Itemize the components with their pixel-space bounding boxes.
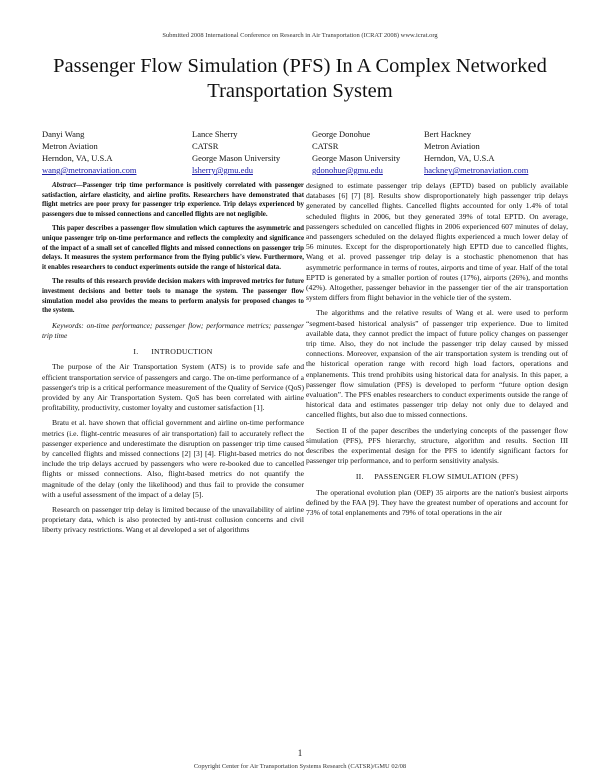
- section-heading-pfs: II. PASSENGER FLOW SIMULATION (PFS): [355, 472, 519, 482]
- body-paragraph: Bratu et al. have shown that official government and airline on-time performance metrics (i.e. flight-centric measures of air transportation) fail to accurately reflect the passenger experience and underestimate the disruption on passenger trip time caused by cancelled flights and missed connections [2] [3] [4]. Flight-based metrics do not include the trip delays accrued by passengers who were re-booked due to cancelled flights or missed connections. Also, flight-based metrics do not quantify the magnitude of the delay (only the likelihood) and thus fail to provide the consumer with a useful assessment of the impact of a delay [5].: [42, 418, 304, 499]
- abstract-paragraph: [42, 181, 304, 219]
- conference-note: Submitted 2008 International Conference on Research in Air Transportation (ICRAT 2008) www.icrat.org: [162, 32, 438, 39]
- author-name: Danyi Wang: [42, 129, 85, 139]
- paper-title: Passenger Flow Simulation (PFS) In A Complex Networked Transportation System: [53, 55, 547, 102]
- body-paragraph: Section II of the paper describes the underlying concepts of the passenger flow simulation (PFS), PFS hierarchy, structure, algorithm and results. Section III describes the experimental design for the PFS to identify significant factors for passenger trip performance, and to perform sensitivity analysis.: [306, 425, 568, 466]
- keywords: Keywords: on-time performance; passenger flow; performance metrics; passenger trip time: [42, 320, 304, 340]
- author-email-link[interactable]: lsherry@gmu.edu: [192, 165, 253, 175]
- author-affiliation: Metron Aviation: [42, 141, 98, 151]
- author-affiliation: Metron Aviation: [424, 141, 480, 151]
- author-1: [42, 128, 136, 176]
- section-heading-introduction: I. INTRODUCTION: [133, 347, 213, 357]
- author-4: [424, 128, 528, 176]
- body-paragraph: Research on passenger trip delay is limited because of the unavailability of airline proprietary data, which is also protected by anti-trust collusion concerns and civil liberty privacy restrictions. Wang et al developed a set of algorithms: [42, 504, 304, 535]
- author-affiliation: CATSR: [192, 141, 219, 151]
- author-block: [42, 128, 562, 178]
- author-location: George Mason University: [312, 153, 401, 163]
- author-email-link[interactable]: wang@metronaviation.com: [42, 165, 137, 175]
- author-2: [192, 128, 280, 176]
- body-paragraph: The purpose of the Air Transportation System (ATS) is to provide safe and efficient transportation service of passengers and cargo. The on-time performance of a passenger's trip is a critical performance measurement of the Quality of Service (QoS) provided by any Air Transportation System. QoS has been correlated with airline profitability, productivity, customer loyalty and customer satisfaction [1].: [42, 362, 304, 413]
- abstract-text: Passenger trip time performance is positively correlated with passenger satisfaction, airfare elasticity, and airline profits. Researchers have demonstrated that flight metrics are poor proxy for passenger trip experience. Trip delays experienced by passengers due to missed connections and cancelled flights are not negligible.: [42, 182, 304, 218]
- author-location: Herndon, VA, U.S.A: [42, 153, 113, 163]
- abstract-label: Abstract—: [52, 182, 83, 189]
- right-column: [306, 181, 568, 523]
- author-email-link[interactable]: hackney@metronaviation.com: [424, 165, 529, 175]
- author-location: Herndon, VA, U.S.A: [424, 153, 495, 163]
- body-paragraph: The algorithms and the relative results of Wang et al. were used to perform “segment-based historical analysis” of passenger trip experience. Due to limited available data, they cannot predict the impact of future policy changes on passenger trip time. Also, they do not include the passenger trip delay caused by missed connections. Moreover, expansion of the air transportation system is trending out of the historical operation range with record high load factors, operations and enplanements. This trend prohibits using historical data for analysis. In this paper, a passenger flow simulation (PFS) is developed to perform “future option design evaluation”. The PFS enables researchers to conduct experiments outside the range of historical data and estimates passenger trip delay not only due to delayed and cancelled flights, but also due to missed connections.: [306, 308, 568, 420]
- author-location: George Mason University: [192, 153, 281, 163]
- abstract-paragraph: This paper describes a passenger flow simulation which captures the asymmetric and unique passenger trip on-time performance and reflects the complexity and significance of the impact of a small set of cancelled flights and missed connections on passenger trip delays. It measures the system performance from the flying public's view. Furthermore, it enables researchers to conduct experiments outside the range of historical data.: [42, 225, 304, 271]
- body-paragraph: The operational evolution plan (OEP) 35 airports are the nation's busiest airports defined by the FAA [9]. They have the greatest number of operations and account for 73% of total enplanements and 79% of total operations in the air: [306, 487, 568, 518]
- author-name: Lance Sherry: [192, 129, 238, 139]
- author-name: George Donohue: [312, 129, 371, 139]
- page-number: 1: [297, 748, 303, 758]
- body-paragraph: designed to estimate passenger trip delays (EPTD) based on publicly available databases [6] [7] [8]. Results show disproportionately high passenger trip delays generated by cancelled flights. Cancelled flights accounted for only 1.4% of total scheduled flights in 2006, but they generated 39% of total EPTD. On average, passengers scheduled on cancelled flights in 2006 experienced 607 minutes of delay, and passengers scheduled on the delayed flights experienced a much lower delay of 56 minutes. Except for the disproportionately high EPTD due to cancelled flights, Wang et al. proved passenger trip delay is a stochastic phenomenon that has asymmetric performance in terms of routes, airports and time of year. Half of the total EPTD is generated by a smaller portion of routes (17%), airports (26%), and months (42%). Altogether, passenger behavior in the passenger tier of the air transportation system differs from flight behavior in the vehicle tier of the system.: [306, 181, 568, 303]
- left-column: [42, 181, 304, 541]
- author-3: [312, 128, 400, 176]
- copyright-footer: Copyright Center for Air Transportation Systems Research (CATSR)/GMU 02/08: [193, 763, 407, 770]
- author-affiliation: CATSR: [312, 141, 339, 151]
- author-email-link[interactable]: gdonohue@gmu.edu: [312, 165, 383, 175]
- abstract-paragraph: The results of this research provide decision makers with improved metrics for future investment decisions and better tools to manage the system. The passenger flow simulation model also provides the means to perform analysis for proposed changes to the system.: [42, 278, 304, 315]
- author-name: Bert Hackney: [424, 129, 471, 139]
